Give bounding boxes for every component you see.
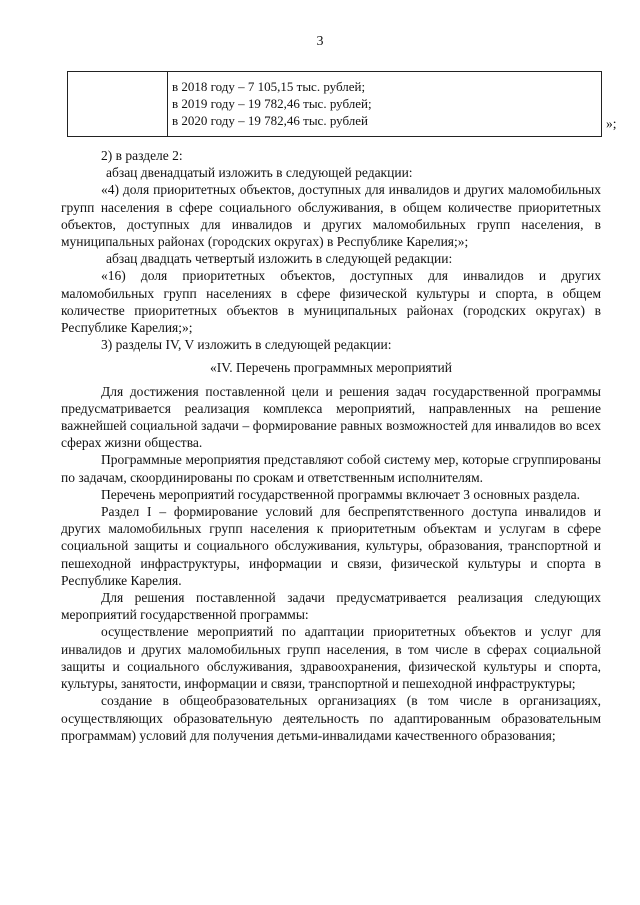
paragraph-section-i: Раздел I – формирование условий для беспрепятственного доступа инвалидов и других маломобильных групп населения к приоритетным объектам и услугам в сфере социальной защиты и социального обслуживания, культуры, образования, транспортной и пешеходной инфраструктуры, информации и связи, физической культуры и спорта в Республике Карелия.: [61, 504, 601, 588]
paragraph-education-conditions: создание в общеобразовательных организациях (в том числе в организациях, осуществляющих образовательную деятельность по адаптированным образовательным программам) условий для получения детьми-инвалидами качественного образования;: [61, 693, 601, 743]
budget-table: [67, 71, 602, 137]
paragraph-adaptation-measures: осуществление мероприятий по адаптации приоритетных объектов и услуг для инвалидов и других маломобильных групп населения, в том числе в сферах социальной защиты и социального обслуживания, здравоохранения, физической культуры и спорта, культуры, занятости, информации и связи, транспортной и пешеходной инфраструктуры;: [61, 624, 601, 692]
table-line-2018: в 2018 году – 7 105,15 тыс. рублей;: [172, 79, 366, 94]
paragraph-twenty-fourth-abzac: абзац двадцать четвертый изложить в следующей редакции:: [106, 251, 453, 267]
paragraph-twelfth-abzac: абзац двенадцатый изложить в следующей редакции:: [106, 165, 413, 181]
document-body: [61, 147, 601, 744]
paragraph-sections-4-5: 3) разделы IV, V изложить в следующей редакции:: [101, 337, 392, 353]
page-number: 3: [316, 34, 324, 49]
paragraph-item-16: «16) доля приоритетных объектов, доступных для инвалидов и других маломобильных групп населениях в сфере физической культуры и спорта, в общем количестве приоритетных объектов в муниципальных районах (городских округах) в Республике Карелия;»;: [61, 268, 601, 336]
paragraph-section-2: 2) в разделе 2:: [101, 148, 183, 163]
paragraph-task-solution: Для решения поставленной задачи предусматривается реализация следующих мероприятий государственной программы:: [61, 590, 601, 623]
table-values-cell: [172, 78, 597, 129]
section-heading-iv: «IV. Перечень программных мероприятий: [210, 360, 452, 376]
table-closing-quote: »;: [606, 116, 617, 131]
paragraph-item-4: «4) доля приоритетных объектов, доступных для инвалидов и других маломобильных групп населения в сфере социального обслуживания, в общем количестве приоритетных объектов, доступных для инвалидов и других маломобильных групп населения, в муниципальных районах (городских округах) в Республике Карелия;»;: [61, 182, 601, 250]
paragraph-three-sections: Перечень мероприятий государственной программы включает 3 основных раздела.: [101, 486, 581, 502]
table-line-2019: в 2019 году – 19 782,46 тыс. рублей;: [172, 96, 372, 111]
table-column-divider: [167, 72, 168, 136]
table-line-2020: в 2020 году – 19 782,46 тыс. рублей: [172, 113, 368, 128]
paragraph-program-measures: Программные мероприятия представляют собой систему мер, которые сгруппированы по задачам, скоординированы по срокам и ответственным исполнителям.: [61, 452, 601, 485]
paragraph-goal: Для достижения поставленной цели и решения задач государственной программы предусматривается реализация комплекса мероприятий, направленных на решение важнейшей социальной задачи – формирование равных возможностей для инвалидов во всех сферах жизни общества.: [61, 383, 601, 451]
